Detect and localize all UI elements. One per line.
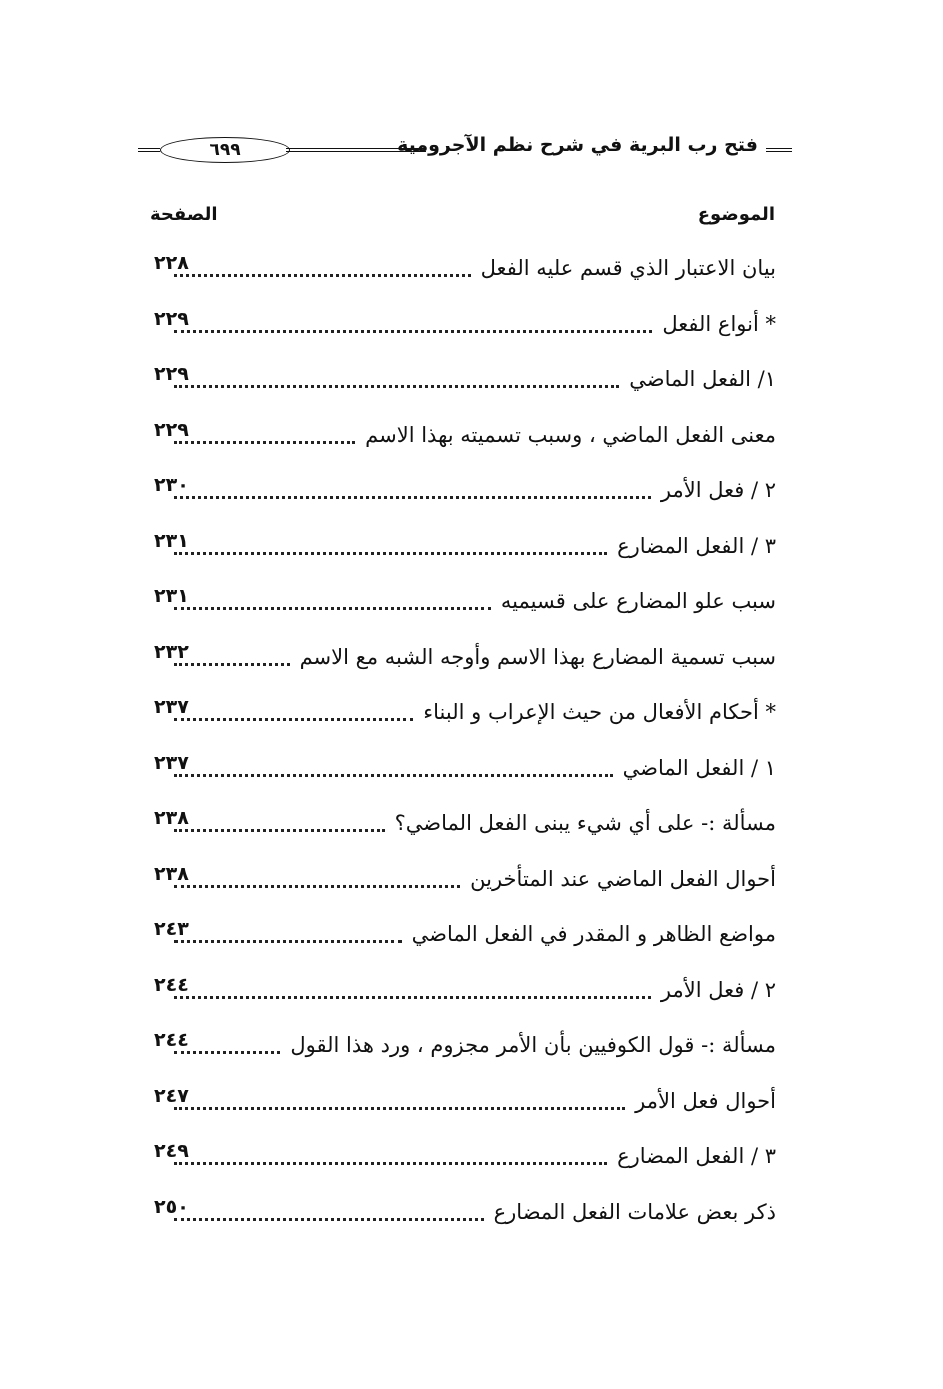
toc-entry-title: ٢ / فعل الأمر <box>660 977 776 1002</box>
toc-entry <box>140 526 776 582</box>
table-of-contents <box>140 248 776 1247</box>
toc-entry-title: بيان الاعتبار الذي قسم عليه الفعل <box>480 256 776 280</box>
toc-entry <box>140 1081 776 1137</box>
toc-entry-page: ٢٣٧ <box>154 751 189 774</box>
toc-entry-title: ٢ / فعل الأمر <box>660 478 776 502</box>
dot-leader <box>174 1136 607 1165</box>
toc-entry-page: ٢٣١ <box>154 529 189 552</box>
toc-entry-page: ٢٤٤ <box>154 973 189 996</box>
dot-leader <box>174 304 652 333</box>
topic-column-heading: الموضوع <box>697 204 775 225</box>
dot-leader <box>174 748 613 777</box>
dot-leader <box>174 859 460 888</box>
toc-entry-page: ٢٢٩ <box>154 363 189 385</box>
running-title: فتح رب البرية في شرح نظم الآجرومية <box>397 134 758 156</box>
toc-entry-title: سبب تسمية المضارع بهذا الاسم وأوجه الشبه مع الاسم <box>299 644 776 669</box>
toc-entry <box>140 248 776 304</box>
toc-entry <box>140 859 776 915</box>
toc-entry-page: ٢٤٩ <box>154 1140 189 1162</box>
page-column-heading: الصفحة <box>150 204 218 225</box>
toc-entry-title: * أنواع الفعل <box>662 311 776 336</box>
toc-entry-title: ١/ الفعل الماضي <box>629 367 776 391</box>
toc-entry <box>140 470 776 526</box>
dot-leader <box>174 470 651 499</box>
toc-entry <box>140 970 776 1026</box>
dot-leader <box>174 970 651 999</box>
toc-entry <box>140 1192 776 1248</box>
toc-entry <box>140 359 776 415</box>
page-number-oval <box>160 137 290 163</box>
dot-leader <box>174 692 413 721</box>
toc-entry-page: ٢٣٢ <box>154 640 189 663</box>
toc-entry <box>140 637 776 693</box>
page-number: ٦٩٩ <box>209 140 241 160</box>
dot-leader <box>174 359 619 388</box>
toc-entry <box>140 415 776 471</box>
toc-entry-page: ٢٢٨ <box>154 252 189 274</box>
header-rule-right <box>766 148 792 152</box>
toc-entry-title: مواضع الظاهر و المقدر في الفعل الماضي <box>411 922 776 946</box>
toc-entry <box>140 581 776 637</box>
toc-entry-title: أحوال فعل الأمر <box>635 1088 776 1113</box>
toc-entry <box>140 914 776 970</box>
toc-entry-page: ٢٢٩ <box>154 307 189 330</box>
header-rule-left <box>138 148 160 152</box>
dot-leader <box>174 526 607 555</box>
toc-entry-page: ٢٣٠ <box>154 474 189 496</box>
toc-entry-page: ٢٣٨ <box>154 807 189 829</box>
header-rule-middle <box>286 148 426 152</box>
dot-leader <box>174 1192 484 1221</box>
toc-entry <box>140 1136 776 1192</box>
toc-entry-title: ١ / الفعل الماضي <box>622 755 776 780</box>
toc-entry <box>140 748 776 804</box>
running-header <box>138 128 792 170</box>
toc-entry-title: * أحكام الأفعال من حيث الإعراب و البناء <box>423 700 776 724</box>
toc-entry-title: مسألة :- قول الكوفيين بأن الأمر مجزوم ، ورد هذا القول <box>290 1033 776 1057</box>
toc-entry-page: ٢٥٠ <box>154 1195 189 1218</box>
toc-entry <box>140 803 776 859</box>
dot-leader <box>174 248 471 277</box>
toc-entry <box>140 1025 776 1081</box>
toc-entry-title: معنى الفعل الماضي ، وسبب تسميته بهذا الاسم <box>365 422 776 447</box>
toc-entry-title: سبب علو المضارع على قسيميه <box>500 589 776 613</box>
toc-entry-title: أحوال الفعل الماضي عند المتأخرين <box>470 866 776 891</box>
toc-entry-page: ٢٤٤ <box>154 1029 189 1051</box>
toc-entry-title: مسألة :- على أي شيء يبنى الفعل الماضي؟ <box>394 811 776 835</box>
toc-entry-page: ٢٤٣ <box>154 918 189 940</box>
dot-leader <box>174 1081 625 1110</box>
toc-entry-title: ذكر بعض علامات الفعل المضارع <box>493 1199 776 1224</box>
toc-entry-page: ٢٣٨ <box>154 862 189 885</box>
toc-entry-page: ٢٣١ <box>154 585 189 607</box>
dot-leader <box>174 581 491 610</box>
toc-entry-page: ٢٤٧ <box>154 1084 189 1107</box>
dot-leader <box>174 914 402 943</box>
toc-entry-title: ٣ / الفعل المضارع <box>617 533 776 558</box>
toc-entry-title: ٣ / الفعل المضارع <box>617 1144 776 1168</box>
dot-leader <box>174 803 385 832</box>
toc-entry <box>140 304 776 360</box>
toc-entry-page: ٢٢٩ <box>154 418 189 441</box>
toc-entry <box>140 692 776 748</box>
toc-entry-page: ٢٣٧ <box>154 696 189 718</box>
